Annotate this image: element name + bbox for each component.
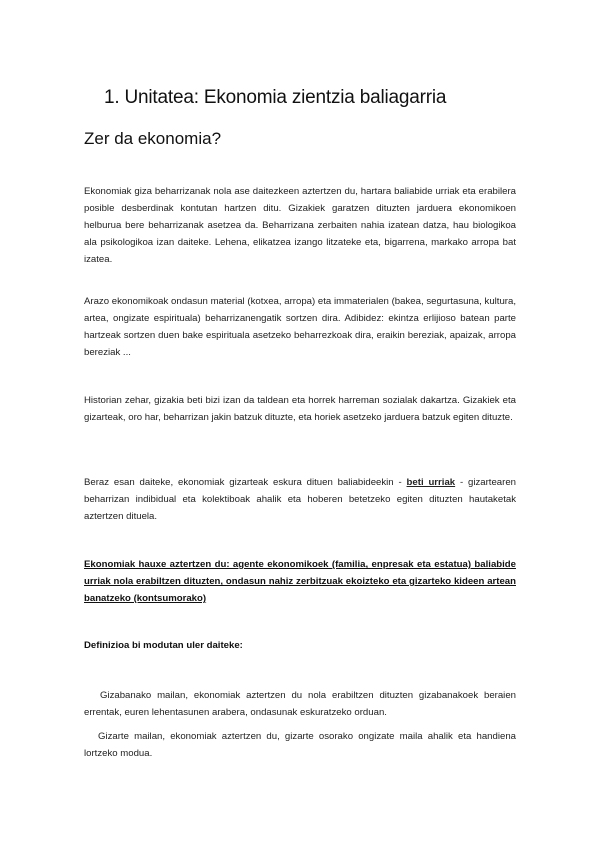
paragraph-two-ways: Definizioa bi modutan uler daiteke: <box>84 640 243 651</box>
paragraph-economic-problems: Arazo ekonomikoak ondasun material (kotxea, arropa) eta immaterialen (bakea, segurtasuna, kultura, artea, ongizate espirituala) beharrizanengatik sortzen dira. Adibidez: ekintza erlijioso batean parte hartzeak sortzen duen bake espirituala asetzeko beharrezkoak dira, eraikin bereziak, apaizak, arropa bereziak ... <box>84 296 516 358</box>
paragraph-key-definition: Ekonomiak hauxe aztertzen du: agente ekonomikoek (familia, enpresak eta estatua) baliabide urriak nola erabiltzen dituzten, ondasun nahiz zerbitzuak ekoizteko eta gizarteko kideen artean banatzeko (kontsumorako) <box>84 559 516 604</box>
paragraph-conclusion <box>84 474 516 525</box>
conclusion-text-end: - gizartearen beharrizan indibidual eta kolektiboak ahalik eta hoberen betetzeko egiten dituzten hautaketak aztertzen dituela. <box>84 477 517 522</box>
paragraph-definition: Ekonomiak giza beharrizanak nola ase daitezkeen aztertzen du, hartara baliabide urriak eta erabilera posible desberdinak kontutan hartzen ditu. Gizakiek garatzen dituzten jarduera ekonomikoen helburua bere beharrizanak asetzea da. Beharrizana zerbaiten nahia izatean datza, hau biologikoa ala psikologikoa izan daiteke. Lehena, elikatzea izango litzateke eta, bigarrena, markako arropa bat izatea. <box>84 186 516 265</box>
paragraph-history: Historian zehar, gizakia beti bizi izan da taldean eta horrek harreman sozialak dakartza. Gizakiek eta gizarteak, oro har, beharrizan jakin batzuk dituzte, eta horiek asetzeko jarduera batzuk egiten dituzte. <box>84 395 516 423</box>
conclusion-text-start: Beraz esan daiteke, ekonomiak gizarteak eskura dituen baliabideekin - <box>84 477 407 488</box>
emphasis-scarce: beti urriak <box>406 477 456 488</box>
paragraph-individual-level: Gizabanako mailan, ekonomiak aztertzen du nola erabiltzen dituzten gizabanakoek beraien errentak, euren lehentasunen arabera, ondasunak eskuratzeko orduan. <box>84 690 516 718</box>
section-heading: Zer da ekonomia? <box>84 129 222 148</box>
paragraph-society-level: Gizarte mailan, ekonomiak aztertzen du, gizarte osorako ongizate maila ahalik eta handiena lortzeko modua. <box>84 731 516 759</box>
document-title: 1. Unitatea: Ekonomia zientzia baliagarria <box>104 87 447 108</box>
